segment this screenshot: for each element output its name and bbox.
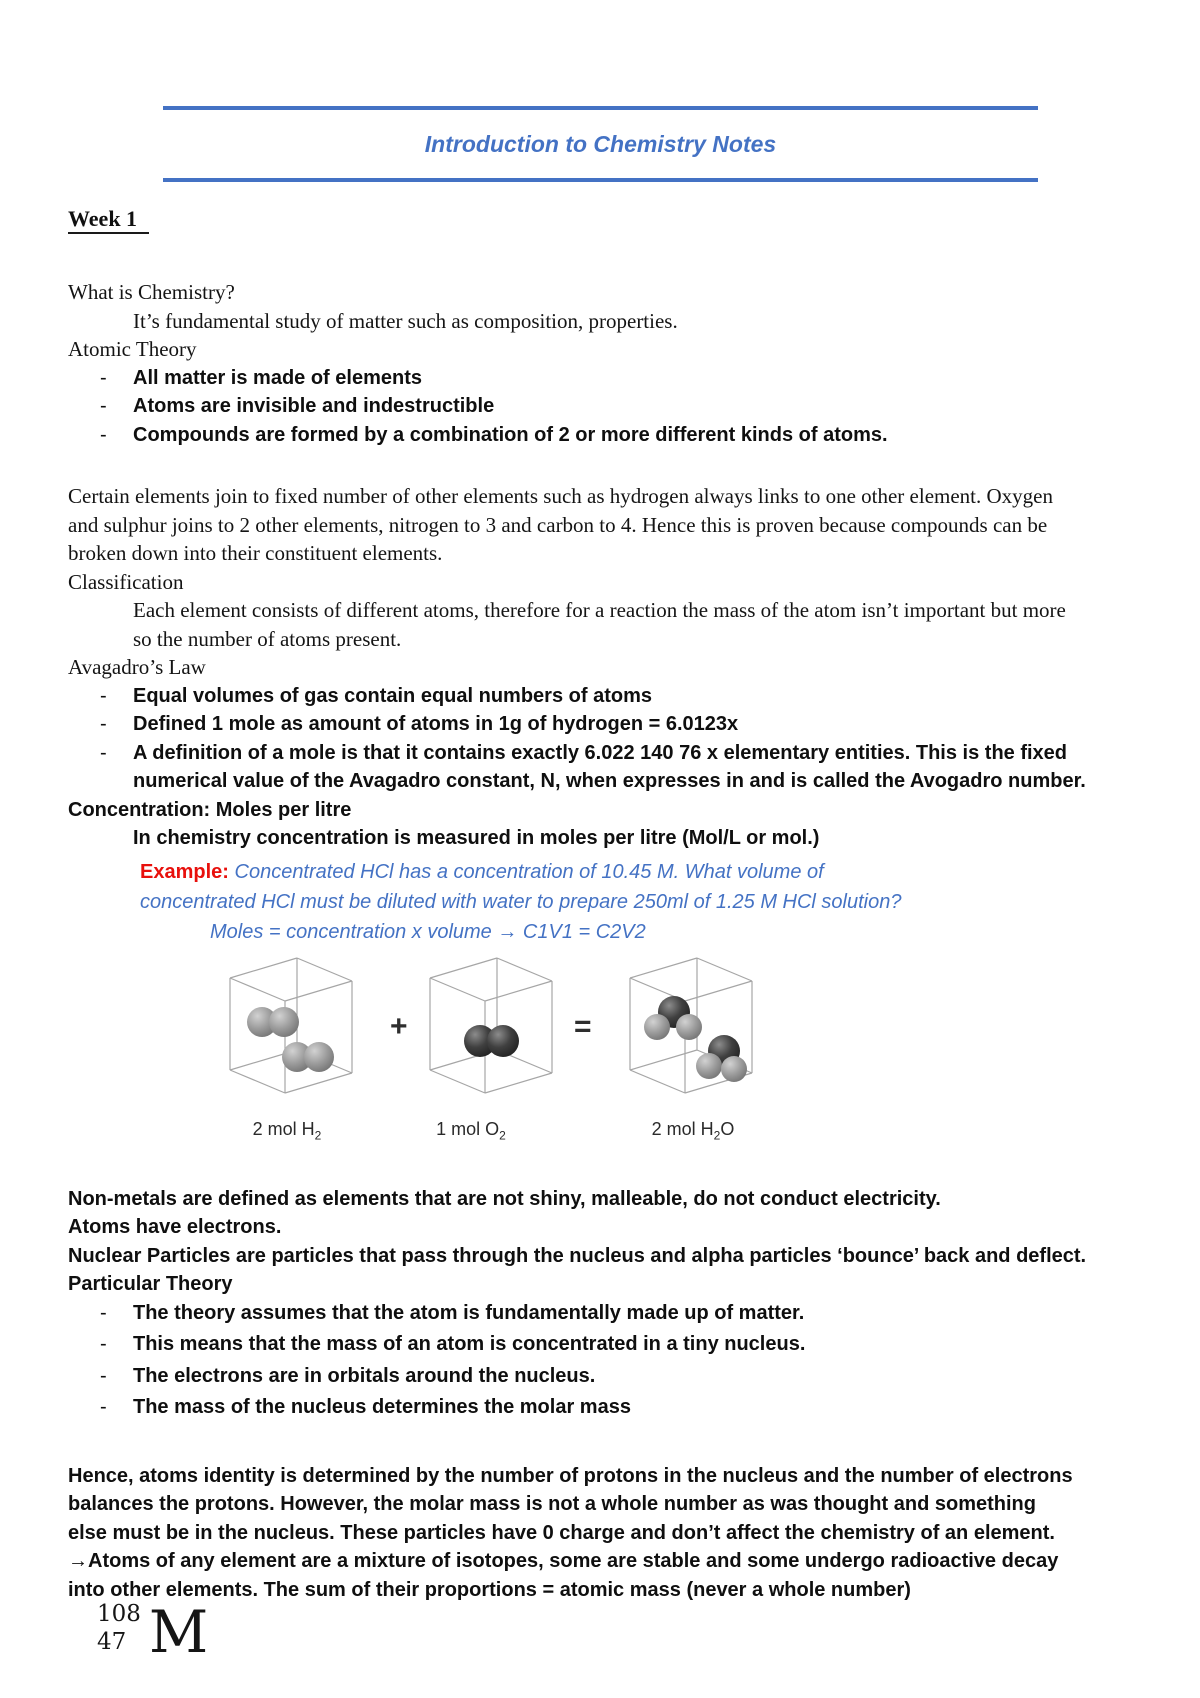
isotope-numbers — [97, 1600, 141, 1656]
cube-label-o2 — [436, 1119, 506, 1143]
cube-frame — [430, 958, 552, 1093]
paragraph-isotopes: →Atoms of any element are a mixture of isotopes, some are stable and some undergo radioactive decay into other elements. The sum of their proportions = atomic mass (never a whole number) — [68, 1550, 1059, 1601]
label-subscript: 2 — [713, 1128, 721, 1143]
bullet-item — [68, 364, 1143, 393]
h2o-molecule — [644, 996, 702, 1040]
paragraph-electrons: Atoms have electrons. — [68, 1216, 282, 1238]
heading-atomic-theory: Atomic Theory — [68, 337, 197, 361]
week-heading: Week 1 — [68, 206, 149, 234]
bullet-text: - A definition of a mole is that it contains exactly 6.022 140 76 x elementary entities. This is the fixed numerical value of the Avagadro constant, N, when expresses in and is called the Avogadro number. — [133, 741, 1086, 792]
label-text: O — [720, 1118, 735, 1139]
cube-label-h2 — [253, 1119, 322, 1143]
paragraph-nonmetals: Non-metals are defined as elements that are not shiny, malleable, do not conduct electricity. — [68, 1187, 941, 1210]
notes-content — [68, 206, 1143, 1604]
label-text: 2 mol H — [651, 1118, 714, 1139]
h2o-molecule — [696, 1035, 747, 1082]
label-subscript: 2 — [499, 1128, 506, 1143]
example-text: Concentrated HCl has a concentration of 10.45 M. What volume of concentrated HCl must be diluted with water to prepare 250ml of 1.25 M HCl solution? — [140, 860, 902, 913]
cube-oxygen — [430, 958, 552, 1093]
bullet-item — [68, 1362, 1143, 1391]
bullet-text: - All matter is made of elements — [133, 366, 422, 389]
formula-line: Moles = concentration x volume → C1V1 = C2V2 — [210, 920, 646, 943]
avagadros-law-list — [68, 682, 1143, 796]
title-banner — [163, 106, 1038, 182]
bullet-text: - Atoms are invisible and indestructible — [133, 395, 495, 417]
classification-body: Each element consists of different atoms, therefore for a reaction the mass of the atom isn’t important but more so the number of atoms present. — [133, 598, 1066, 651]
isotope-watermark — [97, 1598, 209, 1666]
bullet-item — [68, 1393, 1143, 1422]
paragraph-nuclear: Nuclear Particles are particles that pass through the nucleus and alpha particles ‘bounce’ back and deflect. — [68, 1244, 1087, 1267]
reaction-cubes-svg — [222, 956, 762, 1098]
bullet-text: - Equal volumes of gas contain equal numbers of atoms — [133, 684, 652, 707]
mass-number: 108 — [97, 1601, 141, 1627]
example-block — [140, 857, 935, 918]
page-title: Introduction to Chemistry Notes — [424, 130, 777, 157]
plus-sign: + — [390, 1009, 408, 1043]
cube-water — [630, 958, 752, 1093]
answer-what-is-chemistry: It’s fundamental study of matter such as composition, properties. — [133, 308, 678, 333]
bullet-text: - This means that the mass of an atom is concentrated in a tiny nucleus. — [133, 1333, 806, 1355]
atomic-number: 47 — [97, 1629, 127, 1655]
bullet-item — [68, 710, 1143, 739]
paragraph-hence: Hence, atoms identity is determined by the number of protons in the nucleus and the number of electrons balances the protons. However, the molar mass is not a whole number as was thought and something else must be in the nucleus. These particles have 0 charge and don’t affect the chemistry of an element. — [68, 1464, 1073, 1544]
heading-classification: Classification — [68, 569, 184, 594]
heading-concentration: Concentration: Moles per litre — [68, 798, 352, 821]
bullet-item — [68, 392, 1143, 421]
equals-sign: = — [574, 1009, 592, 1043]
concentration-body: In chemistry concentration is measured in moles per litre (Mol/L or mol.) — [133, 827, 820, 849]
reaction-diagram — [68, 953, 1143, 1161]
label-subscript: 2 — [314, 1128, 322, 1143]
bullet-text: - Compounds are formed by a combination of 2 or more different kinds of atoms. — [133, 423, 888, 446]
atomic-theory-list — [68, 364, 1143, 450]
bullet-text: - The electrons are in orbitals around the nucleus. — [133, 1364, 596, 1387]
cube-hydrogen — [230, 958, 352, 1093]
bullet-text: - Defined 1 mole as amount of atoms in 1g of hydrogen = 6.0123x — [133, 713, 739, 735]
h2-molecule — [282, 1042, 334, 1072]
label-text: 1 mol O — [436, 1118, 500, 1139]
bullet-text: - The theory assumes that the atom is fundamentally made up of matter. — [133, 1301, 805, 1324]
h2-molecule — [247, 1007, 299, 1037]
bullet-item — [68, 739, 1143, 796]
element-symbol: M — [148, 1598, 209, 1666]
bullet-item — [68, 1299, 1143, 1328]
cube-label-h2o — [652, 1119, 735, 1143]
bullet-item — [68, 1330, 1143, 1359]
week-heading-row — [68, 206, 1143, 234]
bullet-item — [68, 421, 1143, 450]
bullet-text: - The mass of the nucleus determines the molar mass — [133, 1396, 631, 1418]
paragraph-elements: Certain elements join to fixed number of other elements such as hydrogen always links to one other element. Oxygen and sulphur joins to 2 other elements, nitrogen to 3 and carbon to 4. Hence this is proven because compounds can be broken down into their constituent elements. — [68, 484, 1053, 565]
heading-particular-theory: Particular Theory — [68, 1273, 233, 1295]
bullet-item — [68, 682, 1143, 711]
question-what-is-chemistry: What is Chemistry? — [68, 280, 235, 304]
heading-avagadros-law: Avagadro’s Law — [68, 655, 206, 679]
label-text: 2 mol H — [252, 1118, 315, 1139]
example-label: Example: — [140, 860, 229, 883]
particular-theory-list — [68, 1299, 1143, 1422]
